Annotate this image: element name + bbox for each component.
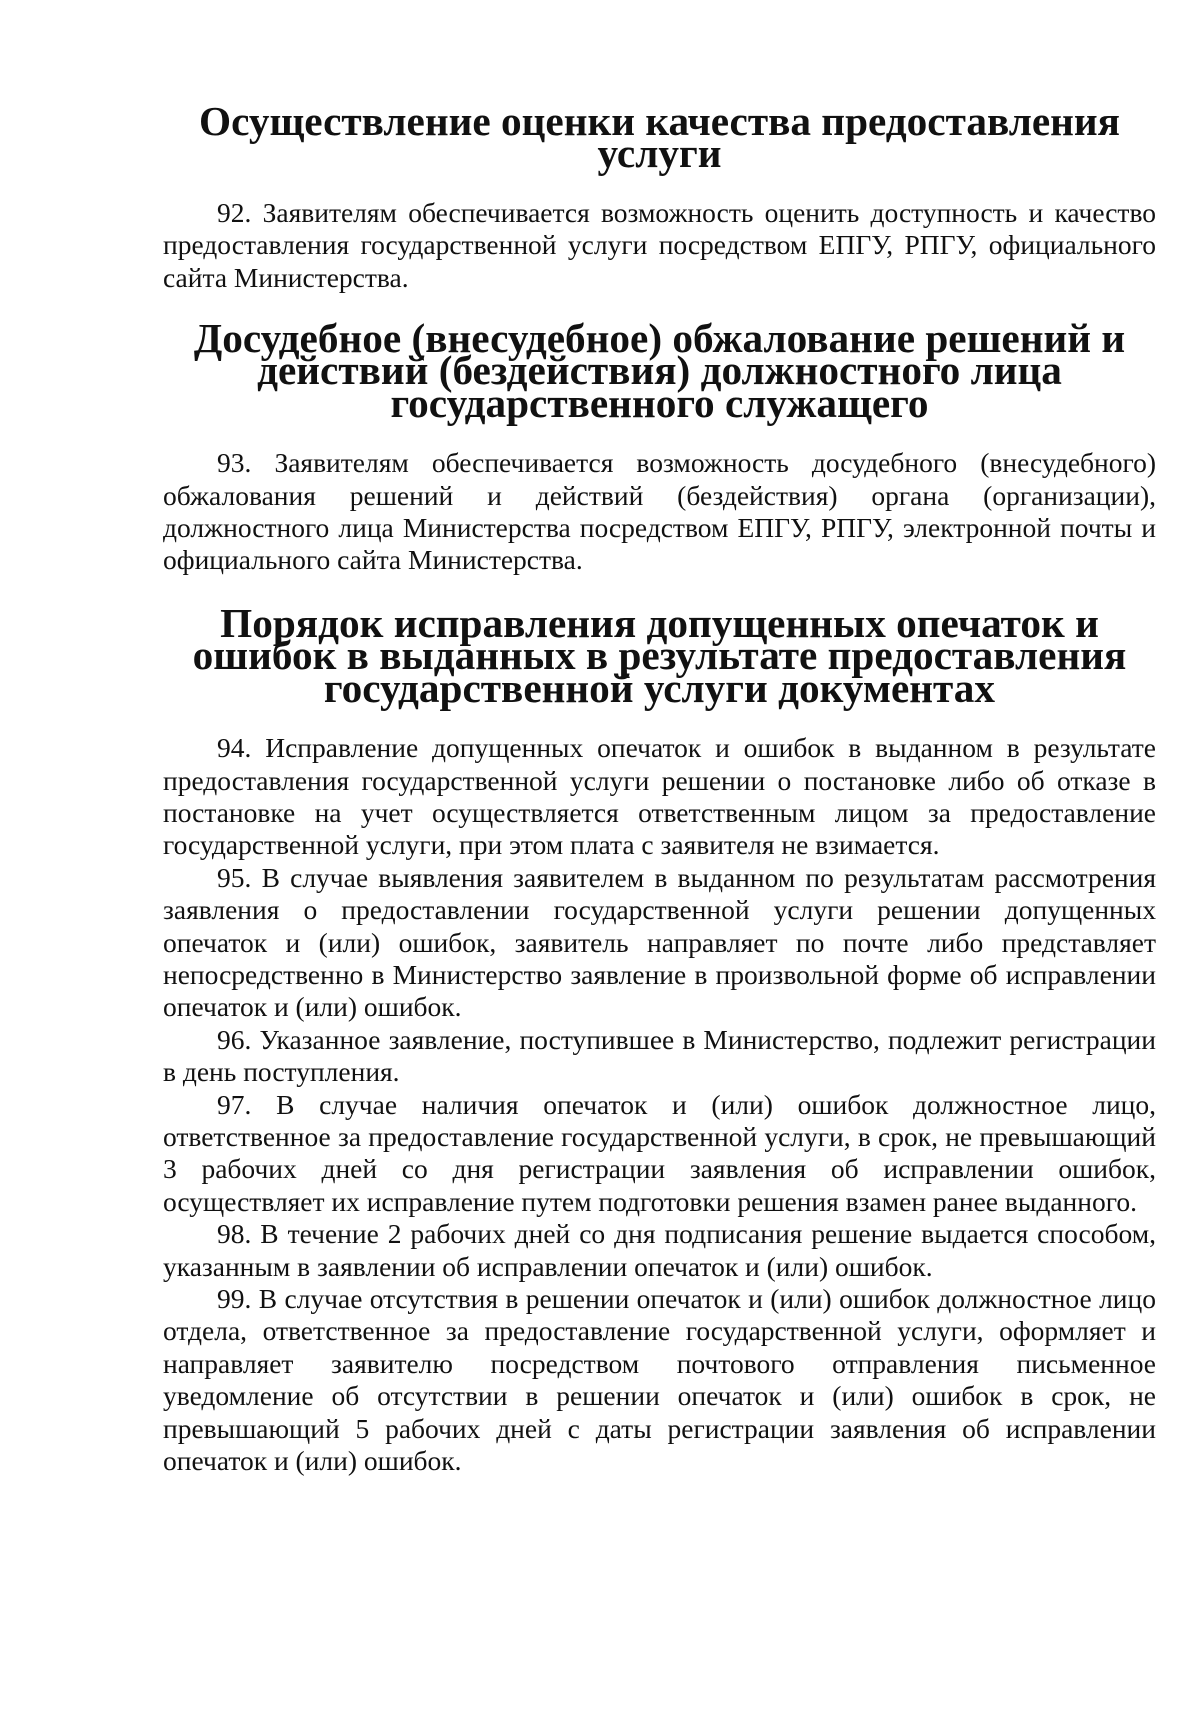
- section-heading-pretrial-appeal: Досудебное (внесудебное) обжалование решений и действий (бездействия) должностного лица государственного служащего: [193, 315, 1126, 426]
- paragraph-95: 95. В случае выявления заявителем в выданном по результатам рассмотрения заявления о предоставлении государственной услуги решении допущенных опечаток и (или) ошибок, заявитель направляет по почте либо представляет непосредственно в Министерство заявление в произвольной форме об исправлении опечаток и (или) ошибок.: [163, 861, 1156, 1023]
- paragraph-97: 97. В случае наличия опечаток и (или) ошибок должностное лицо, ответственное за предоставление государственной услуги, в срок, не превышающий 3 рабочих дней со дня регистрации заявления об исправлении ошибок, осуществляет их исправление путем подготовки решения взамен ранее выданного.: [163, 1088, 1156, 1217]
- section-heading-quality-assessment: Осуществление оценки качества предоставления услуги: [198, 98, 1120, 177]
- paragraph-93: 93. Заявителям обеспечивается возможность досудебного (внесудебного) обжалования решений и действий (бездействия) органа (организации), должностного лица Министерства посредством ЕПГУ, РПГУ, электронной почты и официального сайта Министерства.: [163, 447, 1156, 576]
- paragraph-96: 96. Указанное заявление, поступившее в Министерство, подлежит регистрации в день поступления.: [163, 1023, 1156, 1088]
- document-body: [163, 98, 1156, 1477]
- paragraph-92: 92. Заявителям обеспечивается возможность оценить доступность и качество предоставления государственной услуги посредством ЕПГУ, РПГУ, официального сайта Министерства.: [163, 196, 1156, 293]
- paragraph-99: 99. В случае отсутствия в решении опечаток и (или) ошибок должностное лицо отдела, ответственное за предоставление государственной услуги, оформляет и направляет заявителю посредством почтового отправления письменное уведомление об отсутствии в решении опечаток и (или) ошибок в срок, не превышающий 5 рабочих дней с даты регистрации заявления об исправлении опечаток и (или) ошибок.: [163, 1283, 1156, 1477]
- paragraph-94: 94. Исправление допущенных опечаток и ошибок в выданном в результате предоставления государственной услуги решении о постановке либо об отказе в постановке на учет осуществляется ответственным лицом за предоставление государственной услуги, при этом плата с заявителя не взимается.: [163, 732, 1156, 861]
- section-heading-error-correction: Порядок исправления допущенных опечаток и ошибок в выданных в результате предоставления государственной услуги документах: [192, 599, 1127, 711]
- paragraph-98: 98. В течение 2 рабочих дней со дня подписания решение выдается способом, указанным в заявлении об исправлении опечаток и (или) ошибок.: [163, 1218, 1156, 1282]
